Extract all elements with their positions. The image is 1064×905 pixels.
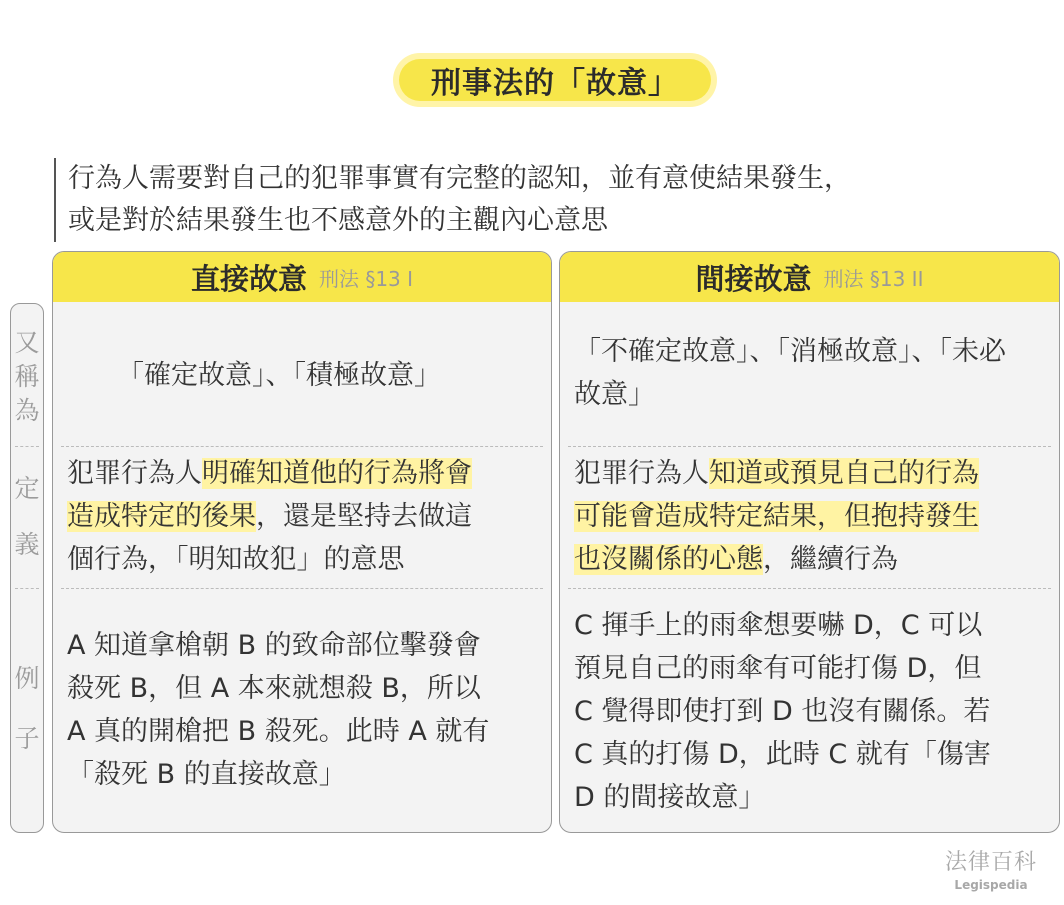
- title-badge: [393, 53, 717, 107]
- example-line: A 真的開槍把 B 殺死。此時 A 就有: [67, 716, 490, 747]
- direct-intent-law: 刑法 §13 I: [318, 266, 414, 291]
- indirect-alias: [574, 330, 1006, 416]
- example-line: 預見自己的雨傘有可能打傷 D，但: [574, 653, 982, 684]
- indirect-intent-law: 刑法 §13 II: [823, 266, 924, 291]
- row-label-char: 例: [14, 664, 40, 693]
- definition-text: ，還是堅持去做這: [256, 501, 472, 532]
- logo-subtext: Legispedia: [954, 878, 1028, 892]
- direct-alias: 「確定故意」、「積極故意」: [117, 360, 441, 391]
- row-label-alias: [11, 322, 43, 432]
- definition-text: 犯罪行為人: [67, 458, 202, 489]
- row-divider: [15, 446, 39, 447]
- row-label-example: [11, 644, 43, 774]
- alias-line: 故意」: [574, 379, 655, 410]
- row-label-char: 義: [14, 529, 40, 559]
- row-label-column: [10, 303, 44, 833]
- direct-intent-header: [53, 252, 551, 302]
- row-label-char: 子: [14, 724, 40, 753]
- example-line: 殺死 B，但 A 本來就想殺 B，所以: [67, 673, 481, 704]
- example-line: 「殺死 B 的直接故意」: [67, 759, 346, 790]
- definition-highlight: 知道或預見自己的行為: [709, 458, 979, 489]
- example-line: C 揮手上的雨傘想要嚇 D，C 可以: [574, 610, 983, 641]
- alias-line: 「不確定故意」、「消極故意」、「未必: [574, 336, 1006, 367]
- direct-intent-panel: [52, 251, 552, 833]
- row-divider: [568, 588, 1051, 589]
- logo-text: 法律百科: [945, 850, 1038, 875]
- row-divider: [15, 588, 39, 589]
- row-label-char: 為: [14, 396, 40, 425]
- row-label-definition: [11, 459, 43, 574]
- example-line: C 覺得即使打到 D 也沒有關係。若: [574, 696, 991, 727]
- example-line: D 的間接故意」: [574, 782, 766, 813]
- definition-highlight: 也沒關係的心態: [574, 544, 763, 575]
- row-divider: [568, 446, 1051, 447]
- direct-definition: [67, 452, 472, 581]
- definition-highlight: 明確知道他的行為將會: [202, 458, 472, 489]
- direct-example: [67, 624, 489, 796]
- row-divider: [61, 588, 543, 589]
- intro-text: [54, 158, 851, 242]
- row-label-char: 定: [14, 473, 40, 503]
- row-divider: [61, 446, 543, 447]
- intro-line-2: 或是對於結果發生也不感意外的主觀內心意思: [68, 205, 608, 236]
- indirect-intent-panel: [559, 251, 1060, 833]
- definition-text: ，繼續行為: [763, 544, 898, 575]
- definition-text: 個行為，「明知故犯」的意思: [67, 544, 405, 575]
- legispedia-logo: [945, 845, 1037, 892]
- row-label-char: 稱: [14, 362, 40, 391]
- example-line: A 知道拿槍朝 B 的致命部位擊發會: [67, 630, 481, 661]
- intro-line-1: 行為人需要對自己的犯罪事實有完整的認知，並有意使結果發生，: [68, 163, 851, 194]
- indirect-definition: [574, 452, 979, 581]
- definition-highlight: 造成特定的後果: [67, 501, 256, 532]
- indirect-intent-title: 間接故意: [695, 261, 812, 296]
- example-line: C 真的打傷 D，此時 C 就有「傷害: [574, 739, 991, 770]
- row-label-char: 又: [14, 328, 40, 357]
- definition-text: 犯罪行為人: [574, 458, 709, 489]
- indirect-intent-header: [560, 252, 1059, 302]
- definition-highlight: 可能會造成特定結果，但抱持發生: [574, 501, 979, 532]
- indirect-example: [574, 604, 991, 819]
- page-title: 刑事法的「故意」: [399, 59, 711, 101]
- direct-intent-title: 直接故意: [190, 261, 307, 296]
